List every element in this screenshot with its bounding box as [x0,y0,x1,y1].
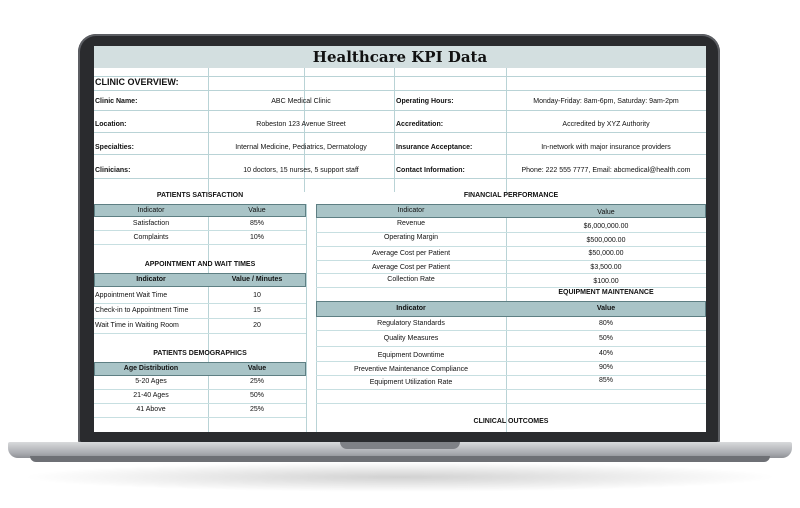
clinic-name-label: Clinic Name: [95,98,138,105]
insurance-label: Insurance Acceptance: [396,144,473,151]
column-header: Indicator [136,276,166,283]
row-divider [316,346,706,347]
contact-value: Phone: 222 555 7777, Email: abcmedical@health.com [521,167,691,174]
column-header: Age Distribution [123,365,179,372]
table-cell: Collection Rate [387,276,435,283]
row-divider [316,287,706,288]
row-divider [94,389,306,390]
grid-line [94,132,706,133]
equipment-maintenance-title: EQUIPMENT MAINTENANCE [558,289,654,296]
column-header: Value [248,207,266,214]
insurance-value: In-network with major insurance providers [541,144,671,151]
row-divider [94,230,306,231]
table-cell: $500,000.00 [586,237,626,244]
laptop-screen [94,46,706,432]
row-divider [94,333,306,334]
table-cell: $100.00 [593,278,619,285]
patients-demographics-title: PATIENTS DEMOGRAPHICS [153,350,247,357]
row-divider [316,330,706,331]
column-header: Value / Minutes [231,276,283,283]
laptop-base-foot [30,456,770,462]
table-cell: Wait Time in Waiting Room [95,322,179,329]
table-cell: 41 Above [136,406,166,413]
column-header: Indicator [396,305,426,312]
clinical-outcomes-title: CLINICAL OUTCOMES [473,418,549,425]
patients-satisfaction-title: PATIENTS SATISFACTION [156,192,244,199]
column-header: Indicator [137,207,165,214]
column-header: Value [597,209,615,216]
table-cell: 10 [253,292,261,299]
row-divider [94,244,306,245]
grid-line [94,76,706,77]
table-cell: $3,500.00 [590,264,622,271]
table-cell: Check-in to Appointment Time [95,307,189,314]
table-cell: 25% [249,406,264,413]
table-cell: 50% [249,392,264,399]
clinicians-value: 10 doctors, 15 nurses, 5 support staff [243,167,359,174]
table-cell: 85% [598,377,613,384]
table-cell: Complaints [133,234,169,241]
grid-line [394,68,395,192]
row-divider [316,260,706,261]
accreditation-label: Accreditation: [396,121,444,128]
table-cell: Average Cost per Patient [371,250,451,257]
table-cell: Appointment Wait Time [95,292,168,299]
grid-line [94,178,706,179]
specialties-label: Specialties: [95,144,134,151]
financial-performance-title: FINANCIAL PERFORMANCE [463,192,559,199]
table-cell: Equipment Utilization Rate [369,379,453,386]
table-cell: $6,000,000.00 [583,223,629,230]
table-cell: 20 [253,322,261,329]
grid-line [94,154,706,155]
table-cell: Quality Measures [383,335,439,342]
sheet-title: Healthcare KPI Data [94,46,706,68]
column-header: Value [596,305,616,312]
row-divider [94,318,306,319]
appointment-wait-title: APPOINTMENT AND WAIT TIMES [144,261,256,268]
grid-line [94,90,706,91]
table-cell: Average Cost per Patient [371,264,451,271]
table-cell: $50,000.00 [588,250,624,257]
table-cell: 90% [598,364,613,371]
table-cell: Regulatory Standards [377,320,445,327]
table-cell: 21-40 Ages [133,392,169,399]
table-cell: 5-20 Ages [135,378,167,385]
clinicians-label: Clinicians: [95,167,131,174]
row-divider [94,417,306,418]
table-cell: Preventive Maintenance Compliance [353,366,468,373]
operating-hours-value: Monday-Friday: 8am-6pm, Saturday: 9am-2pm [533,98,679,105]
table-cell: 50% [598,335,613,342]
row-divider [316,273,706,274]
clinic-name-value: ABC Medical Clinic [271,98,331,105]
laptop-base-notch [340,442,460,449]
row-divider [94,303,306,304]
table-cell: Operating Margin [383,234,439,241]
row-divider [316,389,706,390]
grid-line [306,204,307,432]
location-value: Robeston 123 Avenue Street [256,121,346,128]
table-cell: Satisfaction [132,220,170,227]
specialties-value: Internal Medicine, Pediatrics, Dermatology [235,144,367,151]
location-label: Location: [95,121,127,128]
row-divider [316,361,706,362]
table-cell: Revenue [396,220,426,227]
table-cell: 80% [598,320,613,327]
table-cell: 15 [253,307,261,314]
column-header: Indicator [397,207,425,214]
row-divider [316,375,706,376]
table-cell: 85% [249,220,264,227]
column-header: Value [247,365,267,372]
table-cell: 25% [249,378,264,385]
table-cell: 10% [249,234,264,241]
row-divider [316,403,706,404]
laptop-shadow [20,462,780,492]
table-cell: Equipment Downtime [377,352,445,359]
row-divider [316,232,706,233]
row-divider [94,403,306,404]
table-cell: 40% [598,350,613,357]
accreditation-value: Accredited by XYZ Authority [562,121,650,128]
grid-line [94,110,706,111]
clinic-overview-heading: CLINIC OVERVIEW: [95,77,179,87]
contact-label: Contact Information: [396,167,465,174]
row-divider [316,246,706,247]
operating-hours-label: Operating Hours: [396,98,454,105]
